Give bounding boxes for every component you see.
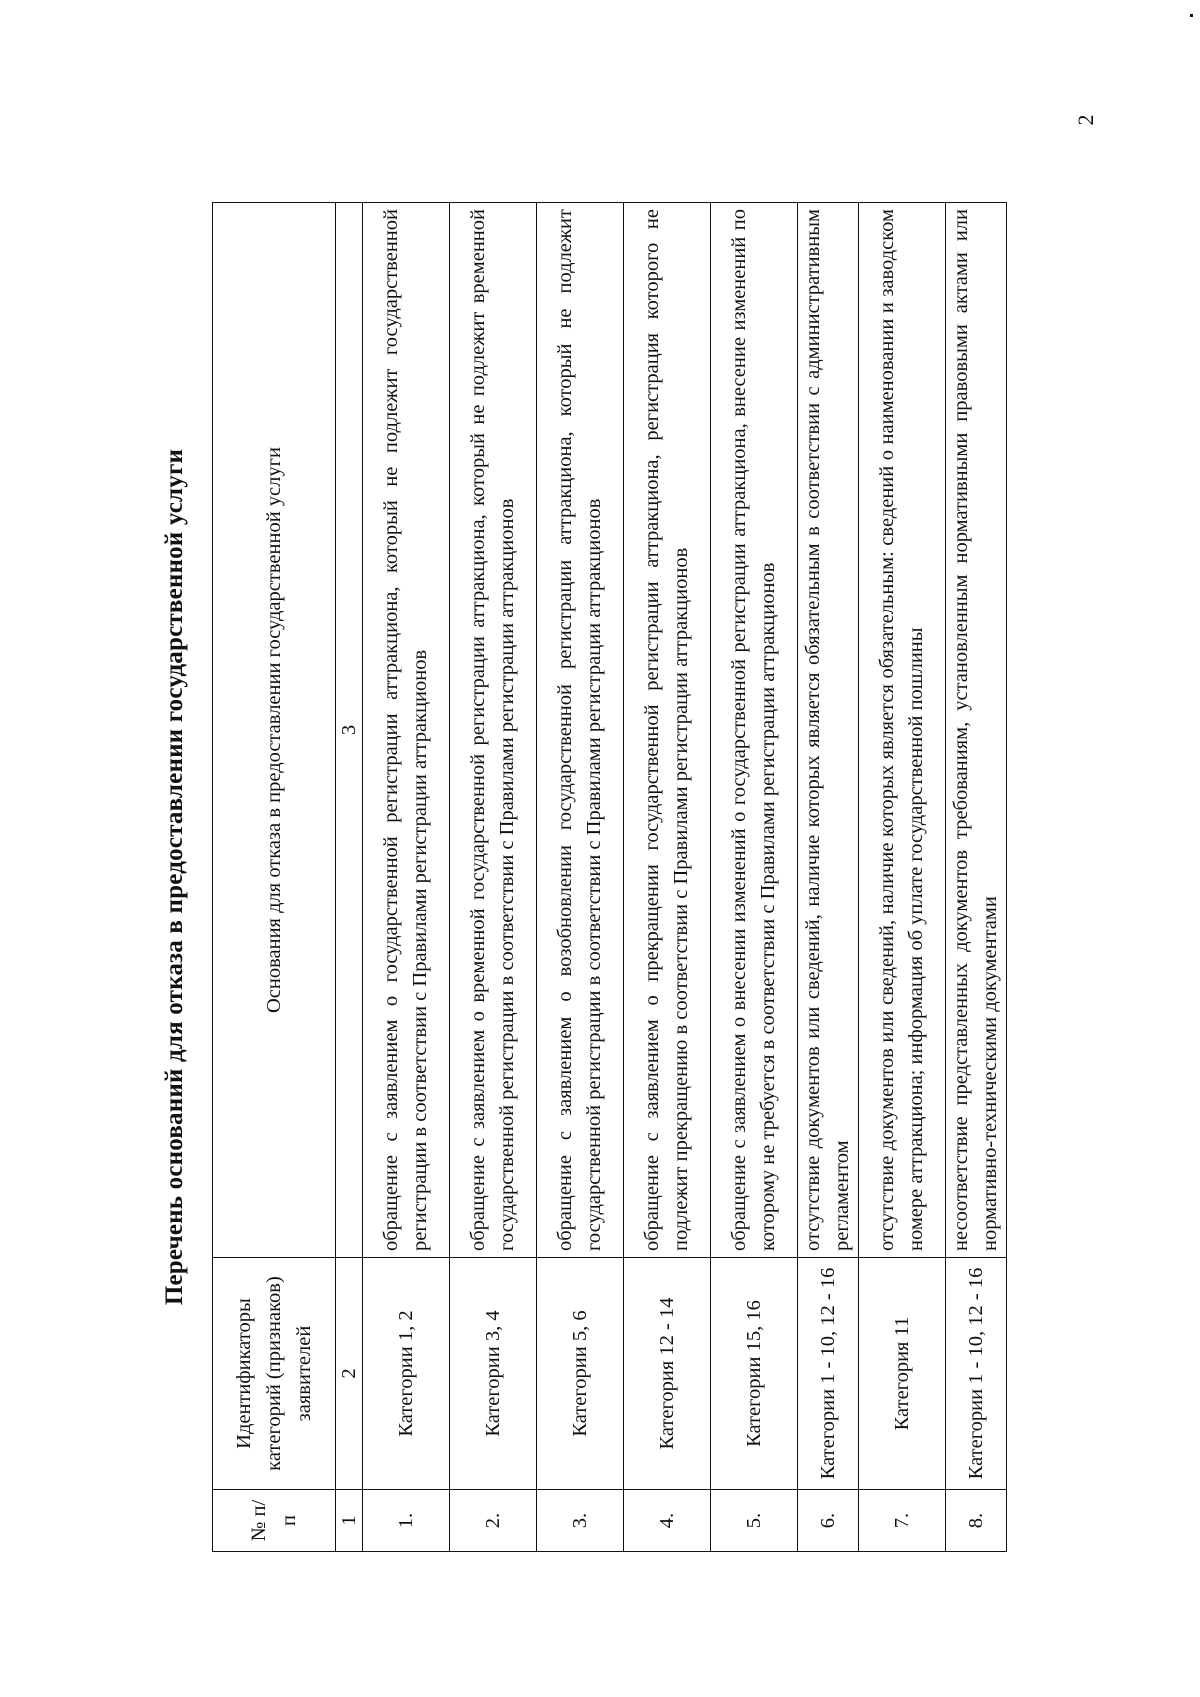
- table-row: [859, 203, 946, 1552]
- rotated-document: [150, 202, 1150, 1552]
- row-category: Категории 1, 2: [363, 1258, 450, 1490]
- row-reason: обращение с заявлением о прекращении государственной регистрации аттракциона, регистрация которого не подлежит прекращению в соответствии с Правилами регистрации аттракционов: [624, 203, 711, 1258]
- row-reason: обращение с заявлением о временной государственной регистрации аттракциона, который не подлежит временной государственной регистрации в соответствии с Правилами регистрации аттракционов: [450, 203, 537, 1258]
- document-title: Перечень оснований для отказа в предоставлении государственной услуги: [161, 448, 188, 1306]
- row-category: Категории 3, 4: [450, 1258, 537, 1490]
- row-category: Категории 5, 6: [537, 1258, 624, 1490]
- column-index-row: [336, 203, 363, 1552]
- scan-mark: [1190, 14, 1193, 17]
- table-row: [946, 203, 1007, 1552]
- header-number: № п/п: [213, 1490, 336, 1552]
- table-row: [537, 203, 624, 1552]
- row-reason: отсутствие документов или сведений, наличие которых является обязательным: сведений о наименовании и заводском номере аттракциона; информация об уплате государственной пошлины: [859, 203, 946, 1258]
- row-number: 2.: [450, 1490, 537, 1552]
- column-index: 3: [336, 203, 363, 1258]
- table-row: [363, 203, 450, 1552]
- column-index: 2: [336, 1258, 363, 1490]
- row-category: Категории 1 - 10, 12 - 16: [946, 1258, 1007, 1490]
- row-reason: обращение с заявлением о возобновлении государственной регистрации аттракциона, который не подлежит государственной регистрации в соответствии с Правилами регистрации аттракционов: [537, 203, 624, 1258]
- row-category: Категория 12 - 14: [624, 1258, 711, 1490]
- row-reason: обращение с заявлением о внесении изменений о государственной регистрации аттракциона, внесение изменений по которому не требуется в соответствии с Правилами регистрации аттракционов: [711, 203, 798, 1258]
- page-number: 2: [1073, 114, 1098, 126]
- row-category: Категории 1 - 10, 12 - 16: [798, 1258, 859, 1490]
- row-number: 6.: [798, 1490, 859, 1552]
- row-number: 3.: [537, 1490, 624, 1552]
- row-category: Категория 11: [859, 1258, 946, 1490]
- table-row: [624, 203, 711, 1552]
- row-number: 7.: [859, 1490, 946, 1552]
- header-category: Идентификаторы категорий (признаков) заявителей: [213, 1258, 336, 1490]
- refusal-grounds-table: [212, 202, 1007, 1552]
- table-row: [711, 203, 798, 1552]
- row-reason: отсутствие документов или сведений, наличие которых является обязательным в соответствии с административным регламентом: [798, 203, 859, 1258]
- header-reason: Основания для отказа в предоставлении государственной услуги: [213, 203, 336, 1258]
- row-number: 1.: [363, 1490, 450, 1552]
- table-row: [798, 203, 859, 1552]
- row-category: Категории 15, 16: [711, 1258, 798, 1490]
- row-reason: несоответствие представленных документов требованиям, установленным нормативными правовыми актами или нормативно-техническими документами: [946, 203, 1007, 1258]
- row-reason: обращение с заявлением о государственной регистрации аттракциона, который не подлежит государственной регистрации в соответствии с Правилами регистрации аттракционов: [363, 203, 450, 1258]
- table-header-row: [213, 203, 336, 1552]
- row-number: 8.: [946, 1490, 1007, 1552]
- column-index: 1: [336, 1490, 363, 1552]
- row-number: 5.: [711, 1490, 798, 1552]
- row-number: 4.: [624, 1490, 711, 1552]
- table-row: [450, 203, 537, 1552]
